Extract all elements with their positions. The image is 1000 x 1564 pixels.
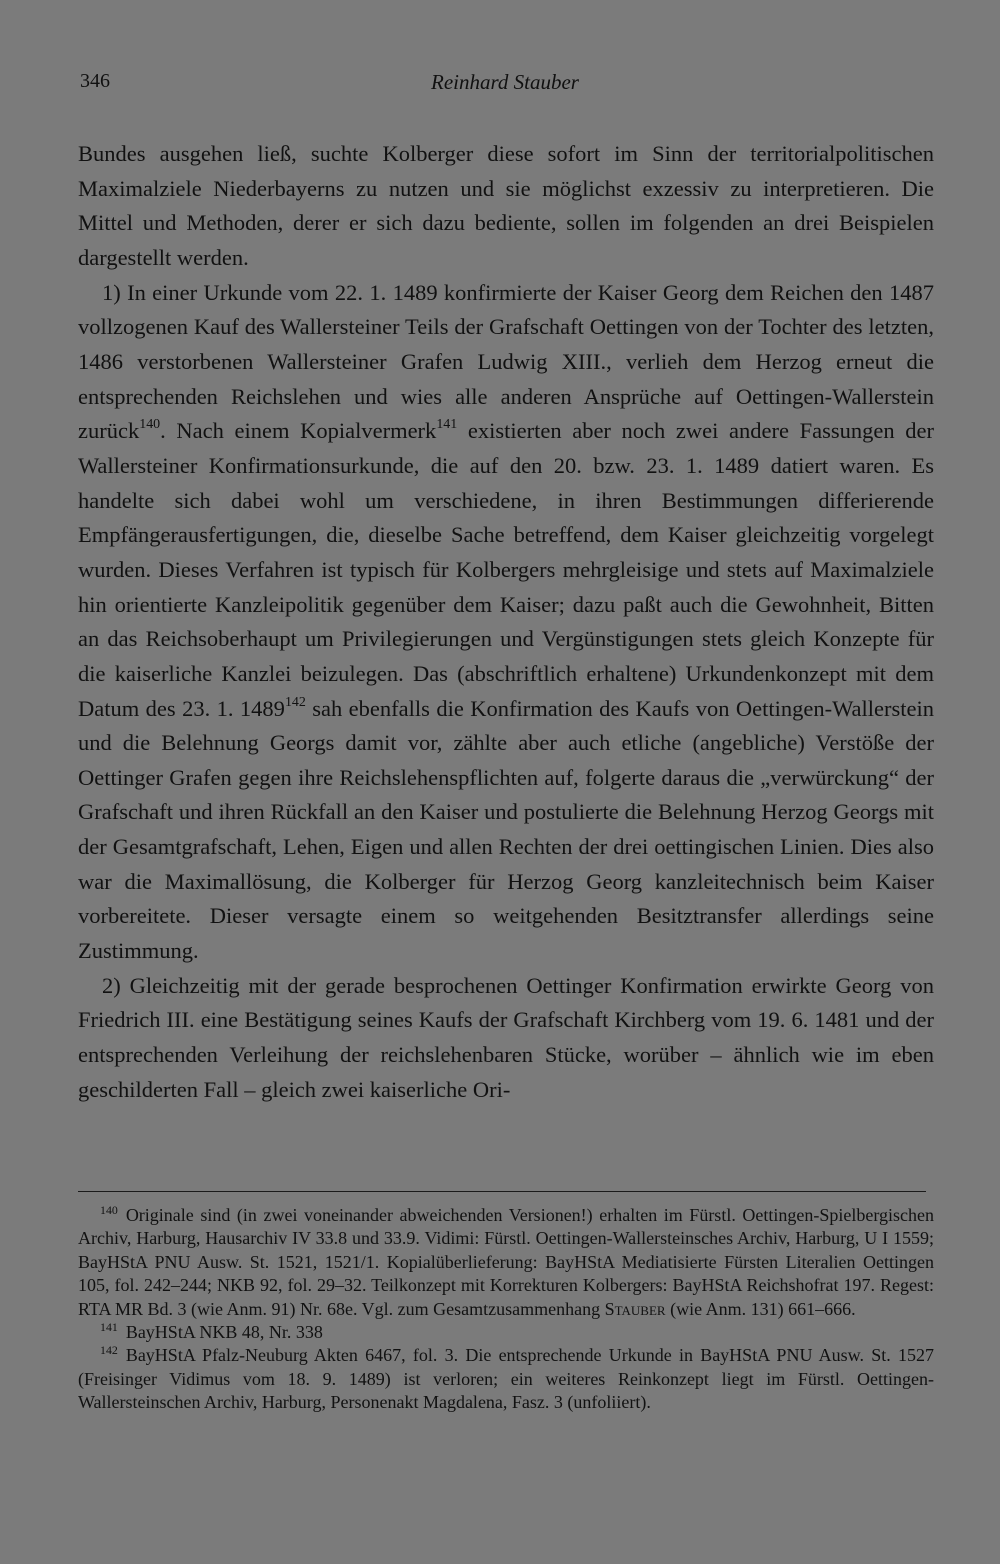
footnote-ref: 141 [436,417,458,433]
footnote-number: 141 [100,1320,118,1335]
footnote-ref: 142 [284,694,306,710]
main-text [78,137,934,1107]
running-head: Reinhard Stauber [431,70,579,94]
footnote [78,1344,934,1414]
text-run: 1) In einer Urkunde vom 22. 1. 1489 konfirmierte der Kaiser Georg dem Reichen den 1487 vollzogenen Kauf des Wallersteiner Teils der Grafschaft Oettingen von der Tochter des letzten, 1486 verstorbenen Wallersteiner Grafen Ludwig XIII., verlieh dem Herzog erneut die entsprechenden Reichslehen und wies alle anderen Ansprüche auf Oettingen-Wallerstein zurück [78,279,934,444]
footnotes [78,1204,934,1415]
page-number: 346 [80,70,110,92]
footnote [78,1321,934,1344]
text-run: existierten aber noch zwei andere Fassungen der Wallersteiner Konfirmationsurkunde, die auf den 20. bzw. 23. 1. 1489 datiert waren. Es handelte sich dabei wohl um verschiedene, in ihren Bestimmungen differierende Empfängerausfertigungen, die, dieselbe Sache betreffend, dem Kaiser gleichzeitig vorgelegt wurden. Dieses Verfahren ist typisch für Kolbergers mehrgleisige und stets auf Maximalziele hin orientierte Kanzleipolitik gegenüber dem Kaiser; dazu paßt auch die Gewohnheit, Bitten an das Reichsoberhaupt um Privilegierungen und Vergünstigungen stets gleich Konzepte für die kaiserliche Kanzlei beizulegen. Das (abschriftlich erhaltene) Urkundenkonzept mit dem Datum des 23. 1. 1489 [78,418,934,721]
text-run: sah ebenfalls die Konfirmation des Kaufs von Oettingen-Wallerstein und die Belehnung Georgs damit vor, zählte aber auch etliche (angebliche) Verstöße der Oettinger Grafen gegen ihre Reichslehenspflichten auf, folgerte daraus die „verwürckung“ der Grafschaft und ihren Rückfall an den Kaiser und postulierte die Belehnung Herzog Georgs mit der Gesamtgrafschaft, Lehen, Eigen und allen Rechten der drei oettingischen Linien. Dies also war die Maximallösung, die Kolberger für Herzog Georg kanzleitechnisch beim Kaiser vorbereitete. Dieser versagte einem so weitgehenden Besitztransfer allerdings seine Zustimmung. [78,695,934,964]
footnote-number: 142 [100,1343,118,1358]
footnote-text: Originale sind (in zwei voneinander abweichenden Versionen!) erhalten im Fürstl. Oettingen-Spielbergischen Archiv, Harburg, Hausarchiv IV 33.8 und 33.9. Vidimi: Fürstl. Oettingen-Wallersteinsches Archiv, Harburg, U I 1559; BayHStA PNU Ausw. St. 1521, 1521/1. Kopialüberlieferung: BayHStA Mediatisierte Fürsten Literalien Oettingen 105, fol. 242–244; NKB 92, fol. 29–32. Teilkonzept mit Korrekturen Kolbergers: BayHStA Reichshofrat 197. Regest: RTA MR Bd. 3 (wie Anm. 91) Nr. 68e. Vgl. zum Gesamtzusammenhang [78,1205,934,1319]
footnote-separator [78,1191,926,1192]
footnote-ref: 140 [139,417,161,433]
author-name: Stauber [604,1298,666,1319]
footnote-number: 140 [100,1203,118,1217]
paragraph [78,276,934,969]
footnote [78,1204,934,1321]
footnote-text: (wie Anm. 131) 661–666. [665,1298,856,1319]
text-run: . Nach einem Kopialvermerk [160,418,437,444]
page-header [80,70,930,102]
paragraph: 2) Gleichzeitig mit der gerade besprochenen Oettinger Konfirmation erwirkte Georg von Friedrich III. eine Bestätigung seines Kaufs der Grafschaft Kirchberg vom 19. 6. 1481 und der entsprechenden Verleihung der reichslehenbaren Stücke, worüber – ähnlich wie im eben geschilderten Fall – gleich zwei kaiserliche Ori- [78,972,934,1102]
footnote-text: BayHStA NKB 48, Nr. 338 [125,1322,323,1343]
footnote-text: BayHStA Pfalz-Neuburg Akten 6467, fol. 3. Die entsprechende Urkunde in BayHStA PNU Ausw. St. 1527 (Freisinger Vidimus vom 18. 9. 1489) ist verloren; ein weiteres Reinkonzept liegt im Fürstl. Oettingen-Wallersteinschen Archiv, Harburg, Personenakt Magdalena, Fasz. 3 (unfoliiert). [78,1345,934,1413]
paragraph: Bundes ausgehen ließ, suchte Kolberger diese sofort im Sinn der territorialpolitischen Maximalziele Niederbayerns zu nutzen und sie möglichst exzessiv zu interpretieren. Die Mittel und Methoden, derer er sich dazu bediente, sollen im folgenden an drei Beispielen dargestellt werden. [78,141,934,270]
